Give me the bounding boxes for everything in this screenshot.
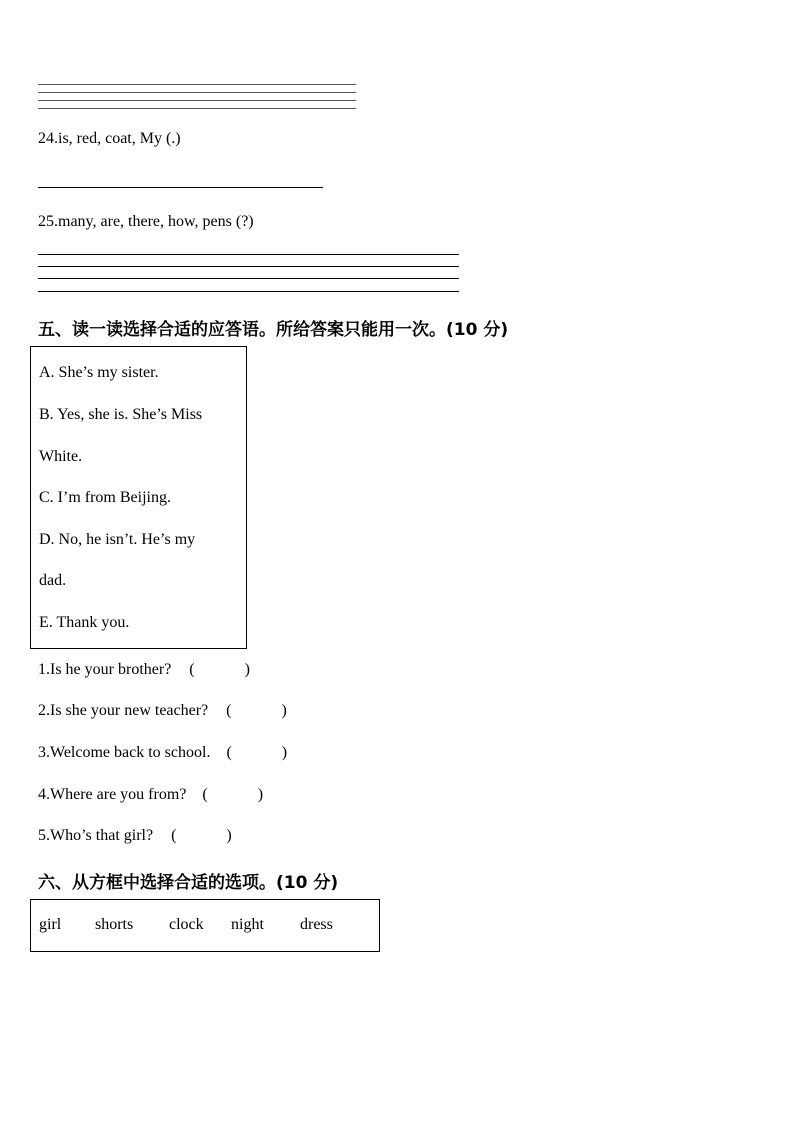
answer-blank-1[interactable]: ( )	[189, 661, 250, 678]
word-clock: clock	[169, 916, 204, 933]
question-25: 25.many, are, there, how, pens (?)	[38, 213, 254, 230]
question-5-text: 5.Who’s that girl?	[38, 827, 154, 844]
question-4	[38, 786, 263, 804]
word-shorts: shorts	[95, 916, 134, 933]
answer-blank-2[interactable]: ( )	[226, 702, 287, 719]
question-3	[38, 744, 287, 762]
word-box	[30, 899, 380, 952]
section-6-title: 六、从方框中选择合适的选项。(10 分)	[38, 873, 339, 893]
option-a: A. She’s my sister.	[39, 364, 159, 381]
question-24: 24.is, red, coat, My (.)	[38, 130, 181, 147]
word-girl: girl	[39, 916, 62, 933]
answer-line-25	[38, 266, 459, 267]
answer-blank-3[interactable]: ( )	[226, 744, 288, 761]
answer-line	[38, 100, 356, 101]
answer-line	[38, 108, 356, 109]
answer-line-24	[38, 187, 323, 188]
answer-blank-4[interactable]: ( )	[202, 786, 264, 803]
answer-line-25	[38, 254, 459, 255]
answer-line-25	[38, 291, 459, 292]
answer-line-25	[38, 278, 459, 279]
answer-blank-5[interactable]: ( )	[171, 827, 232, 844]
question-1-text: 1.Is he your brother?	[38, 661, 172, 678]
option-c: C. I’m from Beijing.	[39, 489, 171, 506]
options-box	[30, 346, 247, 649]
option-e: E. Thank you.	[39, 614, 130, 631]
word-night: night	[231, 916, 264, 933]
option-d: D. No, he isn’t. He’s my	[39, 531, 196, 548]
option-d-cont: dad.	[39, 572, 67, 589]
option-b: B. Yes, she is. She’s Miss	[39, 406, 203, 423]
answer-line	[38, 92, 356, 93]
question-5	[38, 827, 232, 845]
question-2-text: 2.Is she your new teacher?	[38, 702, 209, 719]
answer-line	[38, 84, 356, 85]
question-1	[38, 661, 250, 679]
word-dress: dress	[300, 916, 333, 933]
question-2	[38, 702, 287, 720]
section-5-title: 五、读一读选择合适的应答语。所给答案只能用一次。(10 分)	[38, 320, 509, 340]
question-4-text: 4.Where are you from?	[38, 786, 187, 803]
option-b-cont: White.	[39, 448, 83, 465]
question-3-text: 3.Welcome back to school.	[38, 744, 211, 761]
